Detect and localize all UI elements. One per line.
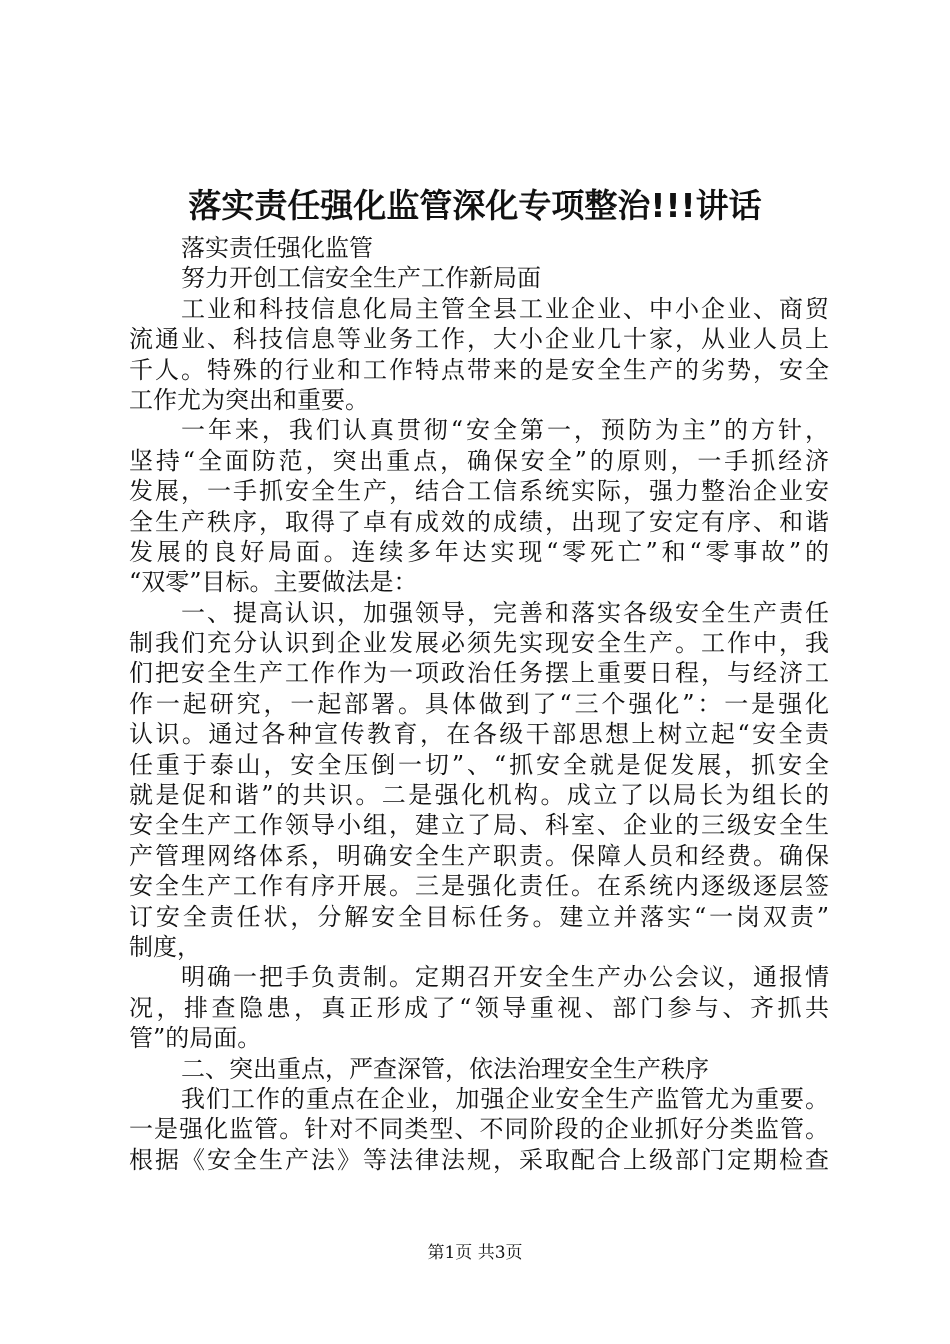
text-line: 安全生产工作有序开展。三是强化责任。在系统内逐级逐层签 (129, 872, 829, 901)
text-line: 一是强化监管。针对不同类型、不同阶段的企业抓好分类监管。 (129, 1115, 829, 1144)
text-line: 作一起研究，一起部署。具体做到了“三个强化”：一是强化 (129, 689, 829, 718)
text-line: 订安全责任状，分解安全目标任务。建立并落实“一岗双责” (129, 902, 829, 931)
text-line: 二、突出重点，严查深管，依法治理安全生产秩序 (181, 1054, 709, 1083)
text-line: 一年来，我们认真贯彻“安全第一，预防为主”的方针， (181, 416, 829, 445)
text-line: 发展的良好局面。连续多年达实现“零死亡”和“零事故”的 (129, 537, 829, 566)
text-line: 产管理网络体系，明确安全生产职责。保障人员和经费。确保 (129, 841, 829, 870)
text-line: 们把安全生产工作作为一项政治任务摆上重要日程，与经济工 (129, 659, 829, 688)
text-line: 流通业、科技信息等业务工作，大小企业几十家，从业人员上 (129, 325, 829, 354)
text-line: 况，排查隐患，真正形成了“领导重视、部门参与、齐抓共 (129, 993, 829, 1022)
text-line: 落实责任强化监管 (181, 234, 373, 262)
text-line: 我们工作的重点在企业，加强企业安全生产监管尤为重要。 (181, 1084, 829, 1113)
page-footer: 第1页 共3页 (427, 1243, 523, 1263)
text-line: 明确一把手负责制。定期召开安全生产办公会议，通报情 (181, 963, 829, 992)
document-body (129, 233, 829, 1175)
text-line: 工作尤为突出和重要。 (129, 385, 369, 414)
text-line: 坚持“全面防范，突出重点，确保安全”的原则，一手抓经济 (129, 446, 829, 475)
text-line: 发展，一手抓安全生产，结合工信系统实际，强力整治企业安 (129, 477, 829, 506)
document-title: 落实责任强化监管深化专项整治!!!讲话 (188, 186, 762, 225)
text-line: 认识。通过各种宣传教育，在各级干部思想上树立起“安全责 (129, 720, 829, 749)
text-line: 一、提高认识，加强领导，完善和落实各级安全生产责任 (181, 598, 829, 627)
text-line: 努力开创工信安全生产工作新局面 (181, 264, 541, 293)
text-line: 千人。特殊的行业和工作特点带来的是安全生产的劣势，安全 (129, 355, 829, 384)
text-line: 安全生产工作领导小组，建立了局、科室、企业的三级安全生 (129, 811, 829, 840)
text-line: “双零”目标。主要做法是： (129, 568, 418, 597)
text-line: 就是促和谐”的共识。二是强化机构。成立了以局长为组长的 (129, 781, 829, 810)
text-line: 制度， (129, 932, 201, 961)
text-line: 根据《安全生产法》等法律法规，采取配合上级部门定期检查 (129, 1145, 829, 1174)
text-line: 制我们充分认识到企业发展必须先实现安全生产。工作中，我 (129, 629, 829, 658)
text-line: 全生产秩序，取得了卓有成效的成绩，出现了安定有序、和谐 (129, 507, 829, 536)
text-line: 任重于泰山，安全压倒一切”、“抓安全就是促发展，抓安全 (129, 750, 829, 779)
text-line: 管”的局面。 (129, 1024, 262, 1053)
text-line: 工业和科技信息化局主管全县工业企业、中小企业、商贸 (181, 294, 829, 323)
